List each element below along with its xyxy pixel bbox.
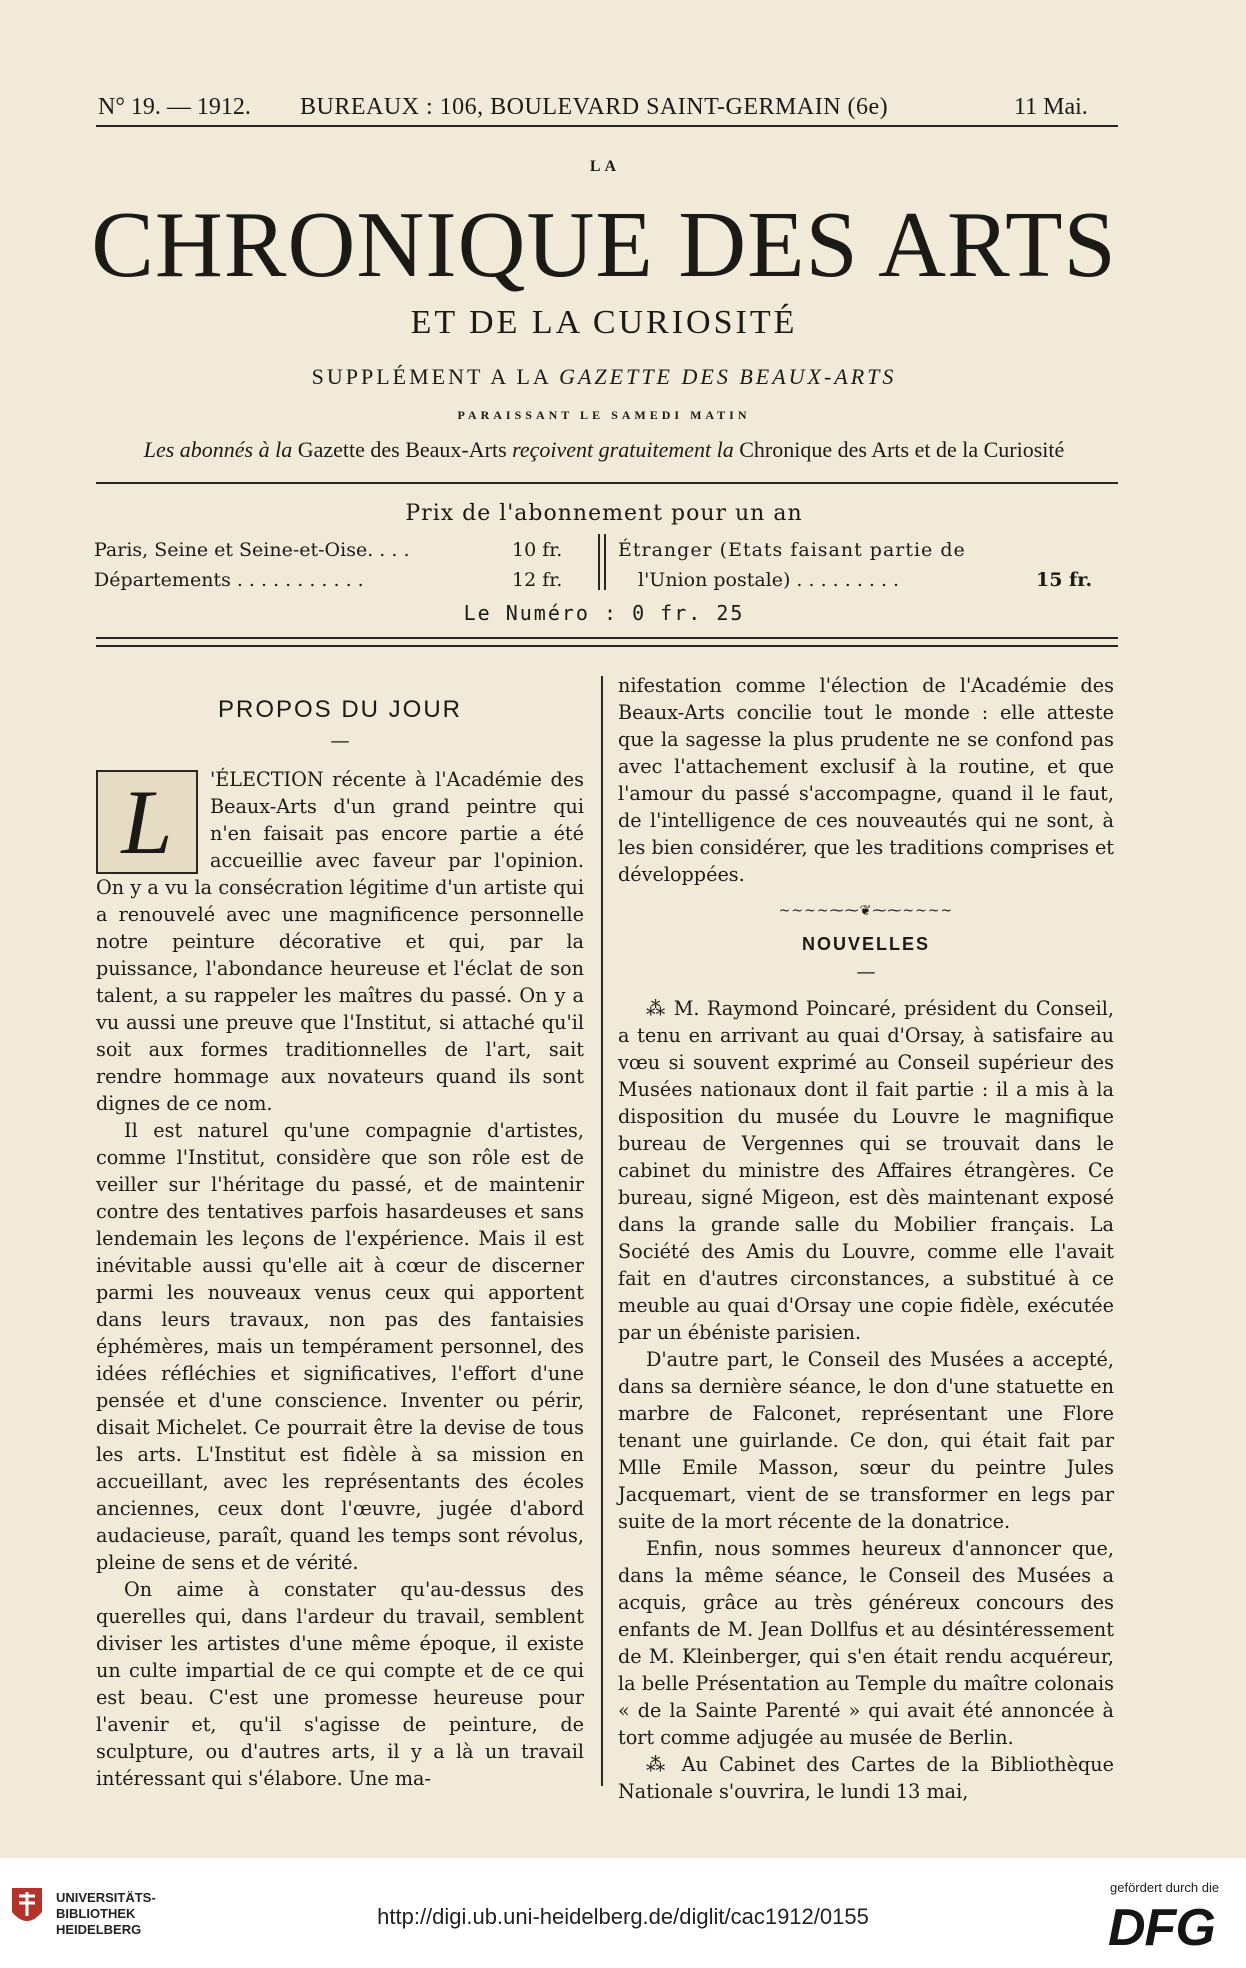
header-rule <box>96 125 1118 127</box>
subscription-divider-1 <box>598 534 600 590</box>
nouvelles-title: NOUVELLES <box>801 934 930 954</box>
paris-price: 10 fr. <box>512 539 563 561</box>
funding-label: gefördert durch die <box>1110 1880 1220 1895</box>
nouvelle-3: Enfin, nous sommes heureux d'annoncer que, dans la même séance, le Conseil des Musées a acquis, grâce au très généreux concours des enfants de M. Jean Dollfus et au désintéressement de M. Kleinberger, qui s'en était rendu acquéreur, la belle Présentation au Temple du maître colonais « de la Sainte Parenté » qui avait été annoncée à tort comme adjugée au musée de Berlin. <box>618 1537 1114 1749</box>
etranger-price: 15 fr. <box>1036 569 1093 591</box>
supplement-prefix: SUPPLÉMENT A LA <box>311 364 551 389</box>
bureaux-address: BUREAUX : 106, BOULEVARD SAINT-GERMAIN (6e) <box>300 94 889 120</box>
subscription-rule-2 <box>96 645 1118 647</box>
propos-dash: — <box>330 729 350 752</box>
page-url-link[interactable]: http://digi.ub.uni-heidelberg.de/diglit/cac1912/0155 <box>377 1904 869 1929</box>
left-column <box>96 690 584 1790</box>
departements-label: Départements . . . . . . . . . . . <box>94 569 364 591</box>
masthead-title: CHRONIQUE DES ARTS <box>91 193 1117 297</box>
issue-number: N° 19. — 1912. <box>98 94 251 120</box>
subscriber-notice <box>0 437 1208 463</box>
notice-part-2: Gazette des Beaux-Arts <box>297 437 507 462</box>
dropcap-letter: L <box>121 771 173 873</box>
university-line-3: HEIDELBERG <box>56 1922 142 1937</box>
numero-price: Le Numéro : 0 fr. 25 <box>463 601 745 625</box>
propos-paragraph-3: On aime à constater qu'au-dessus des querelles qui, dans l'ardeur du travail, semblent diviser les artistes d'une même époque, il existe un culte impartial de ce qui compte et de ce qui est beau. C'est une promesse heureuse pour l'avenir et, qu'il s'agisse de peinture, de sculpture, ou d'autres arts, il y a là un travail intéressant qui s'élabore. Une ma- <box>96 1578 584 1790</box>
masthead-subtitle: ET DE LA CURIOSITÉ <box>410 304 798 341</box>
departements-price: 12 fr. <box>512 569 563 591</box>
propos-paragraph-2: Il est naturel qu'une compagnie d'artistes, comme l'Institut, considère que son rôle est de veiller sur l'héritage du passé, et de maintenir contre des tentatives parfois hasardeuses et sans lendemain les leçons de l'expérience. Mais il est inévitable aussi qu'elle ait à cœur de discerner parmi les nouveaux venus ceux qui apportent dans leurs travaux, non pas des fantaisies éphémères, mais un tempérament personnel, des idées réfléchies et significatives, l'effort d'une pensée et d'une conscience. Inventer ou périr, disait Michelet. Ce pourrait être la devise de tous les arts. L'Institut est fidèle à sa mission en accueillant, avec les représentants des écoles anciennes, ceux dont l'œuvre, jugée d'abord audacieuse, paraît, quand les temps sont révolus, pleine de sens et de vérité. <box>96 1119 584 1574</box>
masthead-la: LA <box>589 158 621 175</box>
nouvelles-dash: — <box>856 960 876 983</box>
notice-part-4: Chronique des Arts et de la Curiosité <box>739 437 1065 462</box>
university-line-1: UNIVERSITÄTS- <box>56 1890 156 1905</box>
propos-title: PROPOS DU JOUR <box>217 696 463 723</box>
nouvelle-2: D'autre part, le Conseil des Musées a accepté, dans sa dernière séance, le don d'une statuette en marbre de Falconet, représentant une Flore tenant une guirlande. Ce don, qui était fait par Mlle Emile Masson, sœur du peintre Jules Jacquemart, vient de se transformer en legs par suite de la mort récente de la donatrice. <box>618 1348 1114 1533</box>
nouvelle-1: ⁂ M. Raymond Poincaré, président du Conseil, a tenu en arrivant au quai d'Orsay, à satisfaire au vœu si souvent exprimé au Conseil supérieur des Musées nationaux dont il fait partie : il a mis à la disposition du musée du Louvre le magnifique bureau de Vergennes qui se trouvait dans le cabinet du ministre des Affaires étrangères. Ce bureau, signé Migeon, est dès maintenant exposé dans la grande salle du Mobilier français. La Société des Amis du Louvre, comme elle l'avait fait en d'autres circonstances, a substitué à ce meuble au quai d'Orsay une copie fidèle, exécutée par un ébéniste parisien. <box>618 997 1114 1344</box>
dfg-logo: DFG <box>1108 1899 1215 1957</box>
paris-label: Paris, Seine et Seine-et-Oise. . . . <box>94 539 410 561</box>
notice-part-3: reçoivent gratuitement la <box>512 437 734 462</box>
subscription-heading: Prix de l'abonnement pour un an <box>405 501 803 526</box>
supplement-gazette: GAZETTE DES BEAUX-ARTS <box>559 364 897 389</box>
notice-part-1: Les abonnés à la <box>143 437 293 462</box>
subscription-rule-1 <box>96 637 1118 639</box>
etranger-line-2: l'Union postale) . . . . . . . . . <box>638 569 900 591</box>
propos-paragraph-1: 'ÉLECTION récente à l'Académie des Beaux-Arts d'un grand peintre qui n'en faisait pas encore partie a été accueillie avec faveur par l'opinion. On y a vu la consécration légitime d'un artiste qui a renouvelé avec une magnificence personnelle notre peinture décorative et qui, par la puissance, l'abondance heureuse et l'éclat de son talent, a su rappeler les maîtres du passé. On y a vu aussi une preuve que l'Institut, si attaché qu'il soit aux formes traditionnelles de l'art, sait rendre hommage aux novateurs quand ils sont dignes de ce nom. <box>96 768 584 1115</box>
dropcap-ornament <box>96 770 198 874</box>
nouvelle-4: ⁂ Au Cabinet des Cartes de la Bibliothèque Nationale s'ouvrira, le lundi 13 mai, <box>618 1753 1114 1803</box>
propos-continuation: nifestation comme l'élection de l'Académie des Beaux-Arts concilie tout le monde : elle atteste que la sagesse la plus prudente ne se confond pas avec l'attachement exclusif à la routine, et que l'amour du passé s'accompagne, quand il le faut, de l'intelligence de ces nouveautés qui ne sont, à les bien considérer, que les traditions comprises et développées. <box>618 674 1115 886</box>
etranger-line-1: Étranger (Etats faisant partie de <box>618 539 966 561</box>
subscription-divider-2 <box>604 534 606 590</box>
frequency-line: PARAISSANT LE SAMEDI MATIN <box>457 408 751 422</box>
university-line-2: BIBLIOTHEK <box>56 1906 136 1921</box>
issue-date: 11 Mai. <box>1014 94 1088 120</box>
right-column <box>618 672 1115 1803</box>
supplement-line <box>0 364 1208 390</box>
ornament-divider: ~~~~⁓⁓❦⁓⁓~~~~ <box>778 903 954 919</box>
masthead-rule <box>96 482 1118 484</box>
column-divider <box>601 676 603 1786</box>
